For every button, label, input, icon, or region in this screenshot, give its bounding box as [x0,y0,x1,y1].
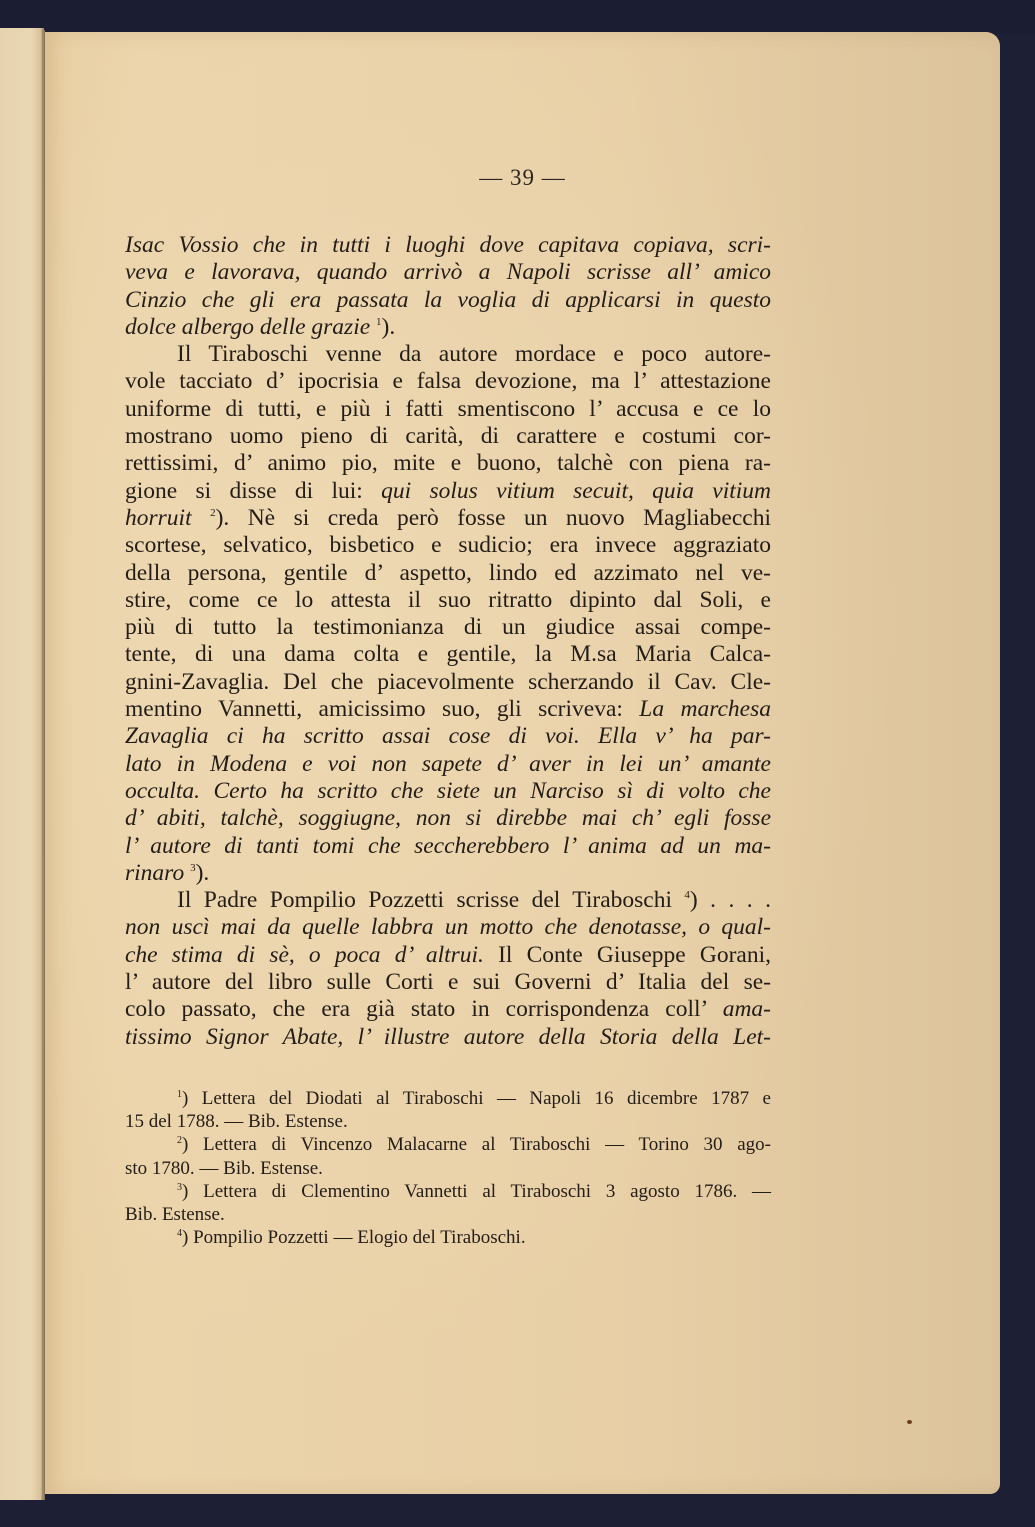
text-run: ) Lettera del Diodati al Tiraboschi — Napoli 16 dicembre 1787 e [182,1088,771,1109]
body-line [125,669,771,696]
text-run: ). [381,313,396,340]
body-line [125,259,771,286]
text-run: ) Pompilio Pozzetti — Elogio del Tiraboschi. [182,1227,526,1249]
body-line [125,478,771,505]
body-line [125,368,771,395]
footnote-reference: 2 [177,1135,182,1147]
text-run: Bib. Estense. [125,1203,225,1225]
body-line [125,860,771,887]
body-line [125,696,771,723]
text-run: ) Lettera di Clementino Vannetti al Tiraboschi 3 agosto 1786. — [182,1180,771,1202]
footnote-reference: 2 [210,506,216,519]
body-line [125,532,771,559]
text-run: colo passato, che era già stato in corrispondenza coll’ [125,996,723,1023]
italic-text: rinaro [125,859,191,886]
italic-text: dolce albergo delle grazie [125,313,377,340]
italic-text: veva e lavorava, quando arrivò a Napoli scrisse all’ amico [125,259,771,286]
italic-text: d’ abiti, talchè, soggiugne, non si direbbe mai ch’ egli fosse [125,805,771,832]
footnote-line [125,1133,771,1156]
body-line [125,751,771,778]
body-line [125,396,771,423]
scan-backdrop [0,0,1035,34]
body-line [125,614,771,641]
body-line [125,1024,771,1051]
footnote-reference: 3 [177,1181,182,1193]
italic-text: La marchesa [639,696,771,723]
italic-text: Cinzio che gli era passata la voglia di applicarsi in questo [125,286,771,313]
text-run: mostrano uomo pieno di carità, di carattere e costumi cor- [125,423,771,450]
italic-text: Isac Vossio che in tutti i luoghi dove capitava copiava, scri- [125,232,771,258]
italic-text: l’ autore di tanti tomi che seccherebbero l’ anima ad un ma- [125,832,771,859]
body-line [125,887,771,914]
body-line [125,423,771,450]
page-number: — 39 — [479,165,566,190]
body-line [125,914,771,941]
text-run: ) Lettera di Vincenzo Malacarne al Tiraboschi — Torino 30 ago- [182,1134,771,1156]
body-line [125,341,771,368]
italic-text: tissimo Signor Abate, l’ illustre autore della Storia della Let- [125,1023,771,1050]
italic-text: Zavaglia ci ha scritto assai cose di voi. Ella v’ ha par- [125,723,771,750]
text-run: l’ autore del libro sulle Corti e sui Governi d’ Italia del se- [125,969,771,996]
text-run: Il Tiraboschi venne da autore mordace e poco autore- [177,341,771,368]
italic-text: che stima di sè, o poca d’ altrui. [125,941,484,968]
body-line [125,723,771,750]
body-line [125,996,771,1023]
text-run: stire, come ce lo attesta il suo ritratto dipinto dal Soli, e [125,586,771,613]
italic-text: qui solus vitium secuit, quia vitium [381,477,772,504]
footnote-reference: 1 [376,315,382,328]
text-run: uniforme di tutti, e più i fatti smentiscono l’ accusa e ce lo [125,395,771,422]
body-line [125,778,771,805]
italic-text: non uscì mai da quelle labbra un motto che denotasse, o qual- [125,914,771,941]
body-line [125,560,771,587]
italic-text: occulta. Certo ha scritto che siete un Narciso sì di volto che [125,777,771,804]
body-line [125,505,771,532]
text-run: vole tacciato d’ ipocrisia e falsa devozione, ma l’ attestazione [125,368,771,395]
text-run: ). [195,859,210,886]
paper-speck [907,1420,912,1424]
body-line [125,641,771,668]
body-line [125,942,771,969]
footnote-line [125,1226,771,1249]
text-run: gnini-Zavaglia. Del che piacevolmente scherzando il Cav. Cle- [125,668,771,695]
body-line [125,969,771,996]
italic-text: ama- [722,996,771,1023]
text-run: della persona, gentile d’ aspetto, lindo ed azzimato nel ve- [125,559,771,586]
text-run: ) . . . . [689,887,771,914]
body-line [125,314,771,341]
body-line [125,833,771,860]
text-run: Il Conte Giuseppe Gorani, [483,941,771,968]
footnote-reference: 1 [177,1089,182,1100]
footnote-line [125,1110,771,1133]
footnote-reference: 4 [177,1228,182,1240]
body-line [125,287,771,314]
book-page [45,32,1000,1494]
text-run: Il Padre Pompilio Pozzetti scrisse del Tiraboschi [177,887,685,914]
footnotes [125,1087,771,1249]
body-line [125,450,771,477]
text-run: tente, di una dama colta e gentile, la M.sa Maria Calca- [125,641,771,668]
footnote-line [125,1203,771,1226]
footnote-line [125,1157,771,1180]
text-run: mentino Vannetti, amicissimo suo, gli scriveva: [125,696,640,723]
italic-text: horruit [125,504,211,531]
text-run: più di tutto la testimonianza di un giudice assai compe- [125,614,771,641]
adjacent-page-edge [0,28,44,1500]
body-line [125,805,771,832]
body-line [125,587,771,614]
text-run: gione si disse di lui: [125,477,382,504]
italic-text: lato in Modena e voi non sapete d’ aver in lei un’ amante [125,750,771,777]
footnote-line [125,1180,771,1203]
body-line [125,232,771,259]
footnote-reference: 4 [684,889,690,902]
text-run: ). Nè si creda però fosse un nuovo Magliabecchi [215,504,771,531]
text-run: rettissimi, d’ animo pio, mite e buono, talchè con piena ra- [125,450,771,477]
text-run: scortese, selvatico, bisbetico e sudicio; era invece aggraziato [125,532,771,559]
footnote-reference: 3 [190,861,196,874]
text-run: 15 del 1788. — Bib. Estense. [125,1111,348,1133]
main-text [125,232,771,1051]
footnote-line [125,1087,771,1110]
text-run: sto 1780. — Bib. Estense. [125,1157,323,1179]
